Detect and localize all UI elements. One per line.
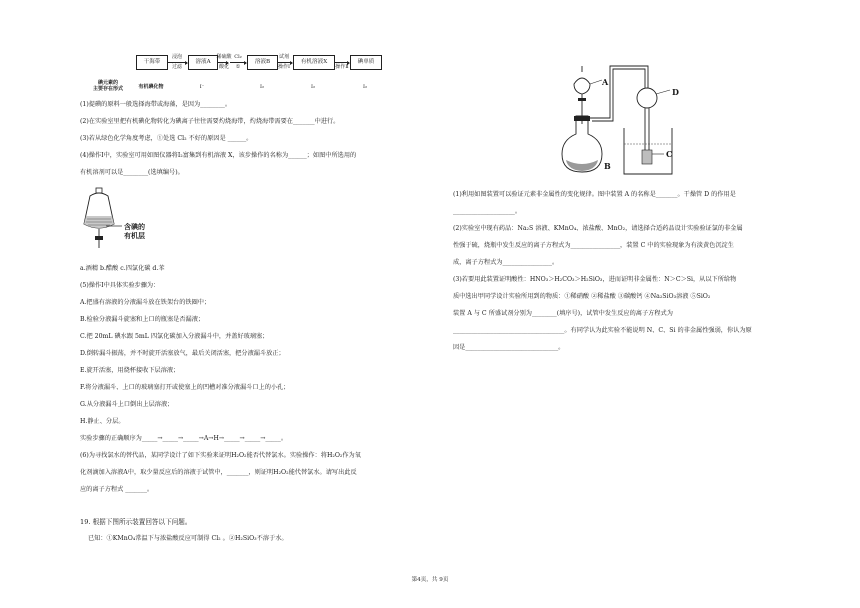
flow-arrow-2 [217, 62, 228, 63]
apparatus-label-d: D [672, 87, 679, 97]
flow-form-2: I₂ [260, 84, 264, 90]
right-q3-line-2: 质中选出甲同学设计实验所用到的物质：①稀硝酸 ②稀盐酸 ③碳酸钙 ④Na₂SiO₃溶液 ⑤SiO₂ [453, 293, 711, 300]
flow-arrow-4-top: 试剂 [278, 54, 289, 60]
right-q3-line-3: 装置 A 与 C 所盛试剂分别为________(填序号)，试管中发生反应的离子方程式为 [453, 310, 673, 317]
separatory-funnel-figure [84, 186, 164, 256]
flow-arrow-1 [167, 62, 187, 63]
left-order: 实验步骤的正确顺序为_____→_____→_____→A→H→_____→_____→_____。 [80, 435, 288, 442]
flow-arrow-5 [334, 62, 349, 63]
flow-arrow-1-top: 浸泡 [171, 54, 182, 60]
left-step-h: H.静止、分层。 [80, 418, 125, 425]
left-step-e: E.旋开活塞，用烧杯接收下层溶液； [80, 367, 180, 374]
left-step-a: A.把盛有溶液的分液漏斗放在铁架台的铁圈中； [80, 299, 211, 306]
flow-arrow-2-bottom: 酸化 [218, 64, 229, 70]
flow-form-0: 有机碘化物 [138, 84, 164, 90]
apparatus-figure [560, 54, 720, 184]
flow-arrow-1-bottom: 过滤 [171, 64, 182, 70]
left-q4-line-2: 有机溶剂可以是________(选填编号)。 [80, 169, 184, 176]
right-q1-line-1: (1)利用如图装置可以验证元素非金属性的变化规律。图中装置 A 的名称是_______。干燥管 D 的作用是 [453, 191, 736, 198]
flow-arrow-2-top: 稀硫酸 [216, 54, 232, 60]
funnel-label [124, 222, 145, 240]
left-q4-line-1: (4)操作Ⅰ中，实验室可用如图仪器将I₂富集到有机溶液 X，该步操作的名称为______；如图中所选用的 [80, 152, 357, 159]
funnel-label-line-2: 有机层 [124, 231, 145, 240]
flow-box-organic-x: 有机溶液X [293, 55, 335, 70]
left-step-g: G.从分液漏斗上口倒出上层溶液； [80, 401, 174, 408]
left-options: a.酒精 b.醋酸 c.四氯化碳 d.苯 [80, 265, 165, 272]
flow-row-label [84, 80, 132, 92]
right-q1-line-2: ____________________。 [453, 208, 522, 215]
right-q2-line-3: 成，离子方程式为________________。 [453, 259, 559, 266]
apparatus-label-b: B [604, 161, 611, 171]
apparatus-label-c: C [666, 149, 673, 159]
left-q3: (3)若从绿色化学角度考虑，①处选 Cl₂ 不好的原因是 ______。 [80, 135, 253, 142]
left-q5: (5)操作Ⅰ中具体实验步骤为： [80, 282, 160, 289]
apparatus-label-a: A [602, 77, 609, 87]
left-q1: (1)提碘的原料一般选择海带或海藻，是因为________。 [80, 101, 232, 108]
flow-arrow-3-top: Cl₂ [234, 54, 242, 60]
left-step-b: B.检验分液漏斗旋塞和上口的瓶塞是否漏液； [80, 316, 205, 323]
flow-arrow-5-bottom: 操作Ⅱ [335, 64, 349, 70]
left-q19: 19. 根据下图所示装置回答以下问题。 [80, 518, 192, 526]
right-q3-line-4: ____________________________________。有同学认为此实验不能说明 N、C、Si 的非金属性强弱，你认为原 [453, 327, 752, 334]
flow-box-solution-a: 溶液A [188, 55, 218, 70]
left-q6-line-1: (6)为寻找氯水的替代品，某同学设计了如下实验来证明H₂O₂能否代替氯水。实验操作：将H₂O₂作为氧 [80, 452, 361, 459]
flow-row-label-line-2: 主要存在形式 [92, 86, 123, 92]
flow-arrow-4 [277, 62, 292, 63]
flow-arrow-4-bottom: 操作Ⅰ [278, 64, 290, 70]
flow-form-1: I⁻ [199, 84, 205, 90]
flow-row-label-line-1: 碘元素的 [97, 80, 118, 86]
flow-arrow-3-bottom: ① [235, 64, 241, 70]
funnel-label-line-1: 含碘的 [124, 222, 145, 231]
flow-box-kelp: 干海带 [136, 55, 168, 70]
left-step-f: F.将分液漏斗、上口的玻璃塞打开或使塞上的凹槽对准分液漏斗口上的小孔； [80, 384, 290, 391]
left-known: 已知：①KMnO₄常温下与浓盐酸反应可制得 Cl₂ 。②H₂SiO₃不溶于水。 [88, 535, 288, 542]
flow-form-3: I₂ [311, 84, 315, 90]
left-q6-line-3: 应的离子方程式 _______。 [80, 486, 154, 493]
left-q6-line-2: 化剂滴加入溶液A中，取少量反应后的溶液于试管中，_______，则证明H₂O₂能代替氯水。请写出此反 [80, 469, 357, 476]
right-q2-line-1: (2)实验室中现有药品：Na₂S 溶液、KMnO₄、浓盐酸、MnO₂，请选择合适药品设计实验验证氯的非金属 [453, 225, 743, 232]
right-q3-line-1: (3)若要用此装置证明酸性：HNO₃＞H₂CO₃＞H₂SiO₃，进而证明非金属性：N＞C＞Si，从以下所给物 [453, 276, 737, 283]
left-step-d: D.倒转漏斗振荡，并不时旋开活塞放气，最后关闭活塞，把分液漏斗放正； [80, 350, 285, 357]
flow-box-iodine: 碘单质 [350, 55, 382, 70]
flow-form-4: I₂ [363, 84, 367, 90]
flow-arrow-3 [230, 62, 246, 63]
flow-box-solution-b: 溶液B [247, 55, 278, 70]
right-q2-line-2: 性强于硫，烧瓶中发生反应的离子方程式为________________，装置 C 中的实验现象为有淡黄色沉淀生 [453, 242, 734, 249]
left-step-c: C.把 20mL 碘水跟 5mL 四氯化碳加入分液漏斗中，并盖好玻璃塞； [80, 333, 269, 340]
right-q3-line-5: 因是______________________________。 [453, 344, 565, 351]
left-q2: (2)在实验室里把有机碘化物转化为碘离子往往需要灼烧海带，灼烧海带需要在_______中进行。 [80, 118, 340, 125]
page-footer: 第4页，共 9页 [411, 577, 449, 583]
